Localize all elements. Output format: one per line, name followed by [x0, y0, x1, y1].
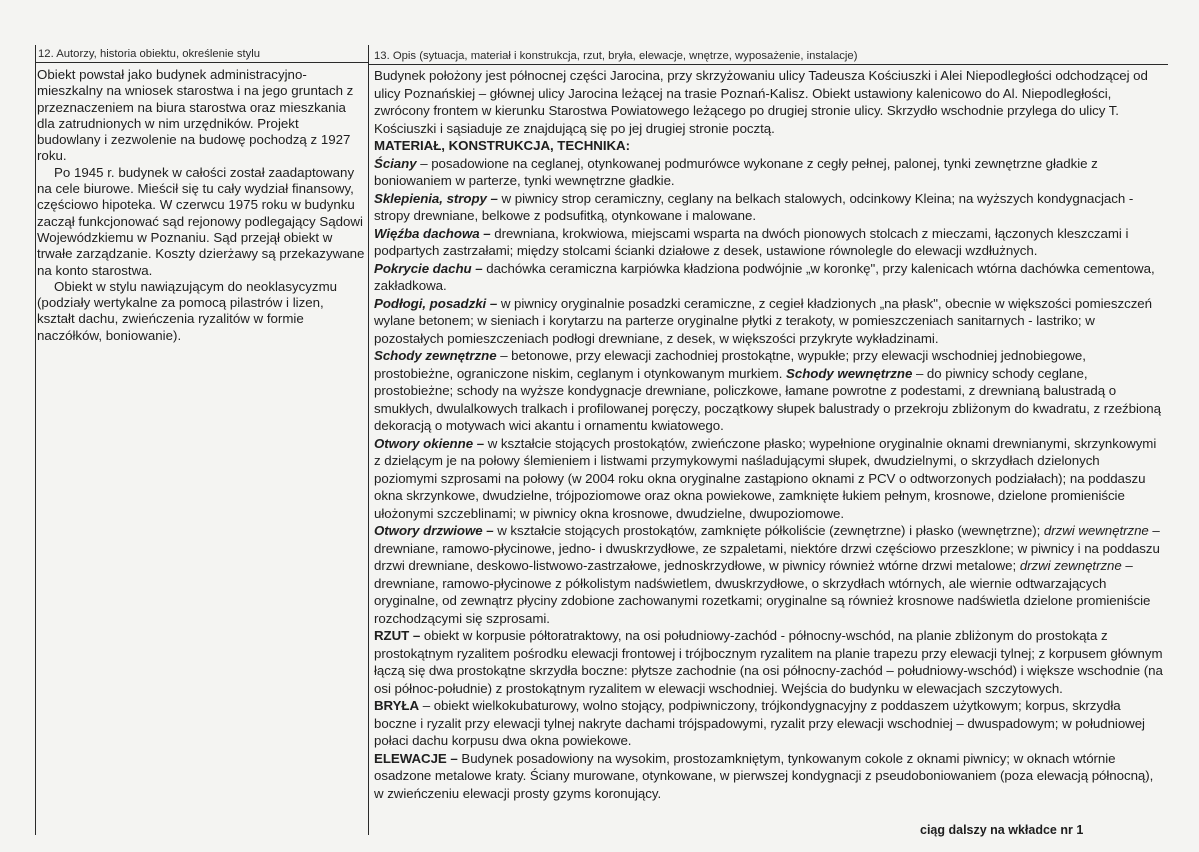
column-divider [368, 45, 369, 835]
history-paragraph-2: Po 1945 r. budynek w całości został zaadaptowany na cele biurowe. Mieścił się tu cały wydział finansowy, częściowo hipoteka. W czerwcu 1975 roku w budynku zaczął funkcjonować sąd rejonowy podlegający Sądowi Wojewódzkiemu w Poznaniu. Sąd przejął obiekt w trwałe zarządzanie. Koszty dzierżawy są przekazywane na konto starostwa. [37, 164, 365, 278]
roofing-text: dachówka ceramiczna karpiówka kładziona podwójnie „w koronkę", przy kalenicach wtórna dachówka cementowa, zakładkowa. [374, 260, 1155, 293]
massing-entry [374, 697, 1164, 750]
doors-label: Otwory drzwiowe – [374, 523, 494, 538]
roofing-label: Pokrycie dachu – [374, 260, 483, 276]
windows-label: Otwory okienne – [374, 435, 485, 451]
description-column [374, 67, 1164, 802]
elevations-text: Budynek posadowiony na wysokim, prostozamkniętym, tynkowanym cokole z oknami piwnicy; w oknach wtórnie osadzone metalowe kraty. Ściany murowane, otynkowane, w pierwszej kondygnacji z pseudoboniowaniem (poza elewacją północną), w zwieńczeniu elewacji prosty gzyms koronujący. [374, 750, 1154, 801]
walls-entry [374, 155, 1164, 190]
floors-text: w piwnicy oryginalnie posadzki ceramiczne, z cegieł kładzionych „na płask", obecnie w większości pomieszczeń wylane betonem; w sieniach i korytarzu na parterze oryginalne płytki z terakoty, w pomieszczeniach sanitarnych - lastriko; w pozostałych pomieszczeniach podłogi drewniane, z desek, w większości przykryte wykładzinami. [374, 295, 1152, 346]
outer-stairs-text: – betonowe, przy elewacji zachodniej prostokątne, wypukłe; przy elewacji wschodniej jednobiegowe, prostobieżne, ograniczone niskim, ceglanym i otynkowanym murkiem. [374, 348, 1086, 381]
header-rule-left [35, 62, 368, 63]
massing-text: – obiekt wielkokubaturowy, wolno stojący, podpiwniczony, trójkondygnacyjny z poddaszem użytkowym; korpus, skrzydła boczne i ryzalit przy elewacji tylnej nakryte dachami trójspadowymi, ryzalit przy elewacji wschodniej – dwuspadowym; w południowej połaci dachu korpusu dwa okna powiekowe. [374, 698, 1145, 748]
inner-stairs-label: Schody wewnętrzne [786, 365, 913, 381]
inner-stairs-text: – do piwnicy schody ceglane, prostobieżne; schody na wyższe kondygnacje drewniane, policzkowe, łamane powrotne z podestami, z drewnianą balustradą o smukłych, dwulalkowych tralkach i profilowanej poręczy, początkowy słupek balustrady o przekroju zbliżonym do kwadratu, z rzeźbioną dekoracją o motywach wici akantu i ornamentu kwiatowego. [374, 365, 1161, 433]
roof-truss-label: Więźba dachowa – [374, 225, 491, 241]
floors-label: Podłogi, posadzki – [374, 295, 498, 311]
section-13-header: 13. Opis (sytuacja, materiał i konstrukcja, rzut, bryła, elewacje, wnętrze, wyposażenie, instalacje) [374, 50, 858, 62]
ceilings-entry [374, 190, 1164, 225]
walls-text: – posadowione na ceglanej, otynkowanej podmurówce wykonane z cegły pełnej, palonej, tynki zewnętrzne gładkie z boniowaniem w parterze, tynki wewnętrzne gładkie. [374, 155, 1098, 188]
inner-doors-text: – drewniane, ramowo-płycinowe, jedno- i dwuskrzydłowe, ze szpaletami, niektóre drzwi częściowo przeszklone; w piwnicy i na poddaszu drzwi drewniane, deskowo-listwowo-zastrzałowe, jednoskrzydłowe, w piwnicy również wtórne drzwi metalowe; [374, 523, 1160, 573]
windows-entry [374, 435, 1164, 523]
roof-truss-entry [374, 225, 1164, 260]
history-paragraph-3: Obiekt w stylu nawiązującym do neoklasycyzmu (podziały wertykalne za pomocą pilastrów i lizen, kształt dachu, zwieńczenia ryzalitów w formie naczółków, boniowanie). [37, 278, 338, 343]
plan-entry [374, 627, 1164, 697]
inner-doors-label: drzwi wewnętrzne [1043, 523, 1149, 538]
plan-label: RZUT – [374, 628, 421, 643]
outer-doors-label: drzwi zewnętrzne [1019, 558, 1122, 573]
elevations-label: ELEWACJE – [374, 750, 458, 766]
material-heading: MATERIAŁ, KONSTRUKCJA, TECHNIKA: [374, 138, 630, 153]
massing-label: BRYŁA [374, 698, 420, 713]
windows-text: w kształcie stojących prostokątów, zwieńczone płasko; wypełnione oryginalnie oknami drewnianymi, skrzynkowymi z dzielącym je na połowy ślemieniem i listwami przymykowymi naśladującymi słupek, dwudzielnymi, o skrzydłach dzielonych poziomymi szprosami na połowy (w 2004 roku okna oryginalne zastąpiono oknami z PCV o odtworzonych podziałach); na poddaszu okna skrzynkowe, dwudzielne, trójpoziomowe oraz okna powiekowe, zamknięte łukiem pełnym, krosnowe, dzielone promieniście ułożonymi szczeblinami; w piwnicy okna krosnowe, dwudzielne, dwupoziomowe. [374, 435, 1157, 521]
left-border [35, 45, 36, 835]
history-paragraph-1: Obiekt powstał jako budynek administracyjno-mieszkalny na wniosek starostwa i na jego gruntach z przeznaczeniem na biura starostwa oraz mieszkania dla zatrudnionych w nim urzędników. Projekt budowlany i zezwolenie na budowę pochodzą z 1927 roku. [37, 67, 354, 164]
stairs-entry [374, 347, 1164, 435]
walls-label: Ściany [374, 155, 417, 171]
location-paragraph: Budynek położony jest północnej części Jarocina, przy skrzyżowaniu ulicy Tadeusza Kościuszki i Alei Niepodległości odchodzącej od ulicy Poznańskiej – głównej ulicy Jarocina leżącej na trasie Poznań-Kalisz. Obiekt ustawiony kalenicowo do Al. Niepodległości, zwrócony frontem w kierunku Starostwa Powiatowego leżącego po drugiej stronie ulicy. Skrzydło wschodnie przylega do ulicy T. Kościuszki i sąsiaduje ze znajdującą się po jej drugiej stronie pocztą. [374, 68, 1148, 136]
ceilings-label: Sklepienia, stropy – [374, 190, 498, 206]
elevations-entry [374, 750, 1164, 803]
plan-text: obiekt w korpusie półtoratraktowy, na osi południowy-zachód - północny-wschód, na planie zbliżonym do prostokąta z prostokątnym ryzalitem pośrodku elewacji frontowej i trójbocznym ryzalitem na planie trapezu przy elewacji tylnej; z korpusem głównym łączą się dwa prostokątne skrzydła boczne: płytsze zachodnie (na osi północny-zachód – południowy-wschód) i większe wschodnie (na osi północ-południe) z prostokątnym ryzalitem w elewacji wschodniej. Wejścia do budynku w elewacjach szczytowych. [374, 628, 1163, 696]
floors-entry [374, 295, 1164, 348]
outer-doors-text: – drewniane, ramowo-płycinowe z półkolistym nadświetlem, dwuskrzydłowe, o skrzydłach wtórnych, ale wiernie odtwarzających oryginalne, od zewnątrz płyciny zdobione zachowanymi rozetkami; oryginalne są również krosnowe nadświetla dzielone promieniście rozchodzącymi się szprosami. [374, 558, 1151, 626]
doors-text: w kształcie stojących prostokątów, zamknięte półkoliście (zewnętrzne) i płasko (wewnętrzne); [493, 523, 1044, 538]
history-column [37, 67, 365, 344]
header-rule-right [368, 64, 1168, 65]
doors-entry [374, 522, 1164, 627]
roofing-entry [374, 260, 1164, 295]
ceilings-text: w piwnicy strop ceramiczny, ceglany na belkach stalowych, odcinkowy Kleina; na wyższych kondygnacjach - stropy drewniane, belkowe z podsufitką, otynkowane i malowane. [374, 190, 1134, 223]
continuation-note: ciąg dalszy na wkładce nr 1 [920, 823, 1084, 837]
outer-stairs-label: Schody zewnętrzne [374, 348, 497, 363]
roof-truss-text: drewniana, krokwiowa, miejscami wsparta na dwóch pionowych stolcach z mieczami, łączonych kleszczami i podpartych zastrzałami; między stolcami ścianki działowe z desek, ustawione równolegle do elewacji wzdłużnych. [374, 225, 1129, 258]
section-12-header: 12. Autorzy, historia obiektu, określenie stylu [38, 48, 261, 60]
